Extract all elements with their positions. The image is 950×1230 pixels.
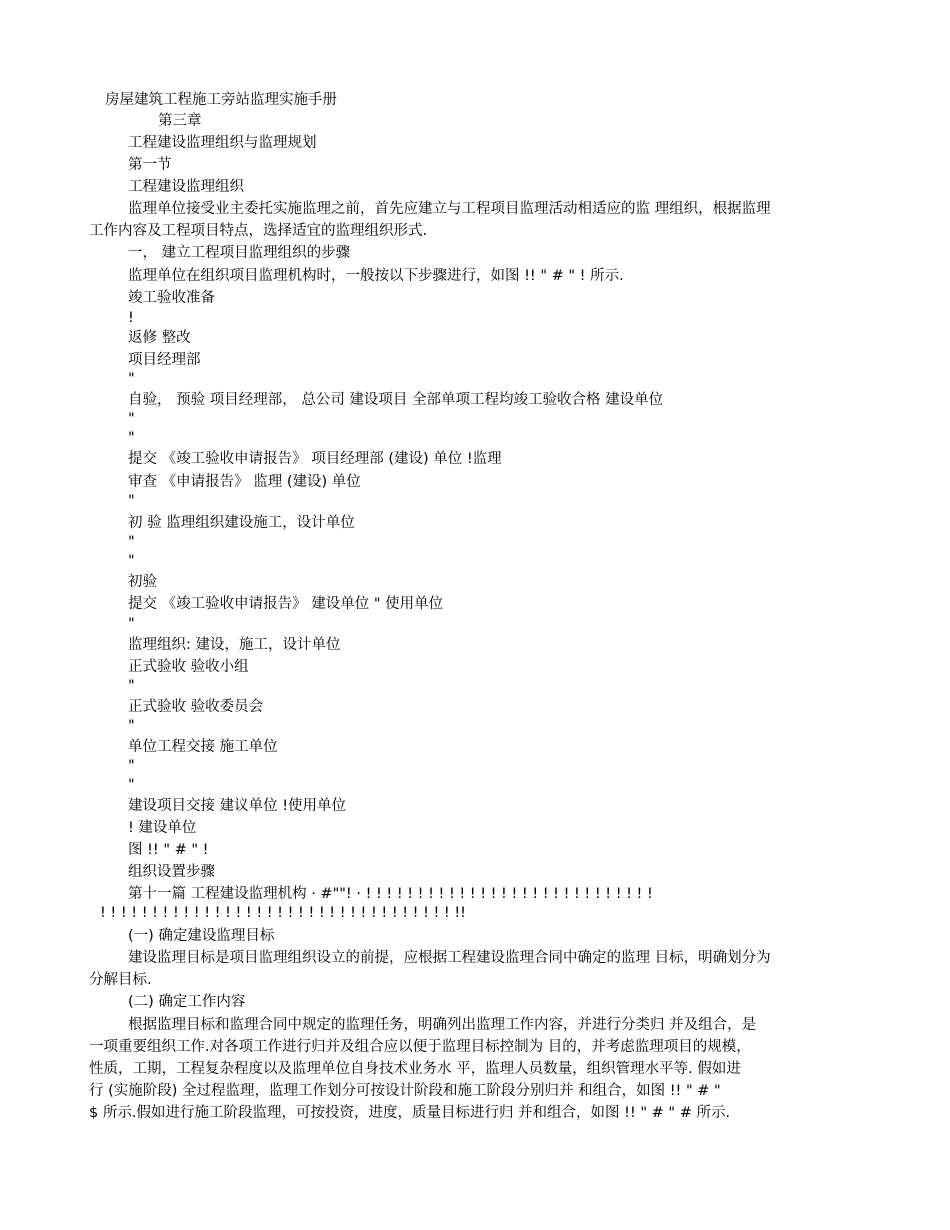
toc-line-1: 第十一篇 工程建设监理机构 · #""! · ! ! ! ! ! ! ! ! ! ! ! ! ! ! ! ! ! ! ! ! ! ! ! ! ! ! ! ! xyxy=(128,886,653,902)
flow-line: " xyxy=(128,430,135,446)
figure-number: 图 !! " # " ! xyxy=(128,842,209,858)
toc-line-2: ! ! ! ! ! ! ! ! ! ! ! ! ! ! ! ! ! ! ! ! ! ! ! ! ! ! ! ! ! ! ! ! ! ! !! xyxy=(100,905,466,921)
sub1-paragraph-line-2: 分解目标. xyxy=(89,972,152,988)
steps-intro: 监理单位在组织项目监理机构时，一般按以下步骤进行，如图 !! " # " ! 所示. xyxy=(128,268,624,284)
flow-line: 项目经理部 xyxy=(128,352,201,368)
section-title: 工程建设监理组织 xyxy=(128,179,244,195)
flow-line: 提交 《竣工验收申请报告》 项目经理部 (建设) 单位 !监理 xyxy=(128,451,502,467)
flow-line: 自验， 预验 项目经理部， 总公司 建设项目 全部单项工程均竣工验收合格 建设单位 xyxy=(128,392,664,408)
flow-line: 竣工验收准备 xyxy=(128,290,215,306)
flow-line: 初验 xyxy=(128,574,157,590)
flow-line: " xyxy=(128,777,135,793)
flow-line: " xyxy=(128,534,135,550)
sub2-paragraph-line-4: 行 (实施阶段) 全过程监理，监理工作划分可按设计阶段和施工阶段分别归并 和组合，如图 !! " # " xyxy=(89,1083,721,1099)
flow-line: 审查 《申请报告》 监理 (建设) 单位 xyxy=(128,474,361,490)
heading-steps: 一， 建立工程项目监理组织的步骤 xyxy=(128,245,351,261)
flow-line: 返修 整改 xyxy=(128,330,191,346)
flow-line: ! xyxy=(128,310,134,326)
sub2-paragraph-line-3: 性质，工期，工程复杂程度以及监理单位自身技术业务水 平，监理人员数量，组织管理水平等. 假如进 xyxy=(89,1061,741,1077)
flow-line: " xyxy=(128,411,135,427)
flow-line: " xyxy=(128,553,135,569)
flow-line: 建设项目交接 建议单位 !使用单位 xyxy=(128,798,347,814)
flow-line: 初 验 监理组织建设施工，设计单位 xyxy=(128,515,355,531)
sub1-paragraph-line-1: 建设监理目标是项目监理组织设立的前提，应根据工程建设监理合同中确定的监理 目标，明确划分为 xyxy=(128,950,771,966)
flow-line: 提交 《竣工验收申请报告》 建设单位 " 使用单位 xyxy=(128,596,444,612)
flow-line: 监理组织: 建设，施工，设计单位 xyxy=(128,637,341,653)
flow-line: " xyxy=(128,678,135,694)
sub2-paragraph-line-5: $ 所示.假如进行施工阶段监理，可按投资，进度，质量目标进行归 并和组合，如图 !! " # " # 所示. xyxy=(89,1105,731,1121)
sub2-paragraph-line-1: 根据监理目标和监理合同中规定的监理任务，明确列出监理工作内容，并进行分类归 并及组合，是 xyxy=(128,1017,757,1033)
flow-line: " xyxy=(128,371,135,387)
flow-line: " xyxy=(128,758,135,774)
figure-caption: 组织设置步骤 xyxy=(128,864,215,880)
chapter-label: 第三章 xyxy=(158,113,202,129)
doc-title: 房屋建筑工程施工旁站监理实施手册 xyxy=(105,92,337,108)
chapter-title: 工程建设监理组织与监理规划 xyxy=(128,135,317,151)
flow-line: 正式验收 验收小组 xyxy=(128,659,249,675)
intro-paragraph-line-1: 监理单位接受业主委托实施监理之前，首先应建立与工程项目监理活动相适应的监 理组织，根据监理 xyxy=(128,201,771,217)
flow-line: ! 建设单位 xyxy=(128,820,197,836)
flow-line: " xyxy=(128,616,135,632)
subheading-2: (二) 确定工作内容 xyxy=(128,994,246,1010)
sub2-paragraph-line-2: 一项重要组织工作.对各项工作进行归并及组合应以便于监理目标控制为 目的，并考虑监理项目的规模， xyxy=(89,1039,751,1055)
intro-paragraph-line-2: 工作内容及工程项目特点，选择适宜的监理组织形式. xyxy=(89,223,428,239)
flow-line: " xyxy=(128,718,135,734)
section-label: 第一节 xyxy=(128,157,172,173)
flow-line: 单位工程交接 施工单位 xyxy=(128,739,278,755)
subheading-1: (一) 确定建设监理目标 xyxy=(128,928,275,944)
flow-line: " xyxy=(128,493,135,509)
flow-line: 正式验收 验收委员会 xyxy=(128,699,264,715)
